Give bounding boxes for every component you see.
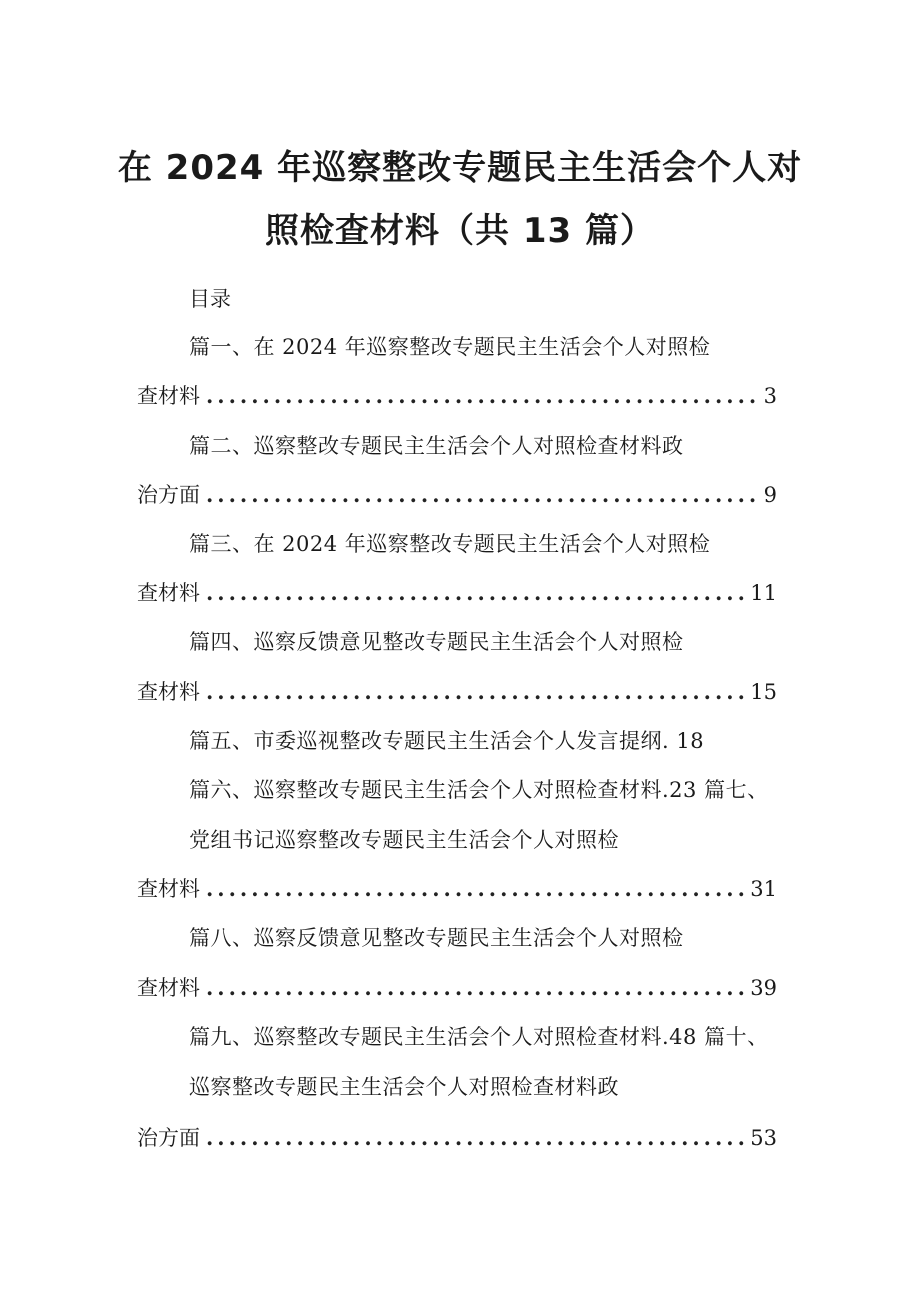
- toc-entry-7-line-1: 党组书记巡察整改专题民主生活会个人对照检: [189, 828, 619, 852]
- dot-leader: [206, 383, 758, 408]
- toc-entry-1-text: 查材料: [137, 384, 200, 408]
- dot-leader: [206, 975, 744, 1000]
- dot-leader: [206, 482, 758, 507]
- toc-entry-2-page: 9: [763, 483, 777, 507]
- toc-entry-2-line-2: [137, 479, 777, 509]
- toc-entry-10-line-1: 巡察整改专题民主生活会个人对照检查材料政: [189, 1075, 619, 1099]
- toc-entry-8-text: 查材料: [137, 976, 200, 1000]
- toc-entry-6-line-1: 篇六、巡察整改专题民主生活会个人对照检查材料.23 篇七、: [189, 778, 769, 802]
- toc-entry-7-text: 查材料: [137, 877, 200, 901]
- toc-entry-10-page: 53: [750, 1126, 777, 1150]
- dot-leader: [206, 679, 744, 704]
- toc-entry-5-line-1: 篇五、市委巡视整改专题民主生活会个人发言提纲. 18: [189, 729, 705, 753]
- toc-entry-2-text: 治方面: [137, 483, 200, 507]
- toc-entry-7-line-2: [137, 873, 777, 903]
- dot-leader: [206, 580, 744, 605]
- toc-entry-4-page: 15: [750, 680, 777, 704]
- toc-heading: 目录: [189, 287, 231, 311]
- toc-entry-4-line-2: [137, 676, 777, 706]
- document-title-line-1: 在 2024 年巡察整改专题民主生活会个人对: [117, 148, 803, 188]
- toc-entry-8-line-2: [137, 972, 777, 1002]
- toc-entry-1-line-2: [137, 380, 777, 410]
- toc-entry-4-text: 查材料: [137, 680, 200, 704]
- toc-entry-3-line-2: [137, 577, 777, 607]
- dot-leader: [206, 1125, 744, 1150]
- document-title-line-2: 照检查材料（共 13 篇）: [265, 211, 655, 251]
- toc-entry-3-line-1: 篇三、在 2024 年巡察整改专题民主生活会个人对照检: [189, 532, 711, 556]
- toc-entry-8-line-1: 篇八、巡察反馈意见整改专题民主生活会个人对照检: [189, 926, 684, 950]
- toc-entry-4-line-1: 篇四、巡察反馈意见整改专题民主生活会个人对照检: [189, 630, 684, 654]
- toc-entry-7-page: 31: [750, 877, 777, 901]
- toc-entry-9-line-1: 篇九、巡察整改专题民主生活会个人对照检查材料.48 篇十、: [189, 1025, 769, 1049]
- dot-leader: [206, 876, 744, 901]
- toc-entry-3-text: 查材料: [137, 581, 200, 605]
- toc-entry-1-line-1: 篇一、在 2024 年巡察整改专题民主生活会个人对照检: [189, 335, 711, 359]
- toc-entry-3-page: 11: [750, 581, 777, 605]
- toc-entry-10-line-2: [137, 1122, 777, 1152]
- toc-entry-8-page: 39: [750, 976, 777, 1000]
- toc-entry-1-page: 3: [763, 384, 777, 408]
- toc-entry-2-line-1: 篇二、巡察整改专题民主生活会个人对照检查材料政: [189, 434, 684, 458]
- toc-entry-10-text: 治方面: [137, 1126, 200, 1150]
